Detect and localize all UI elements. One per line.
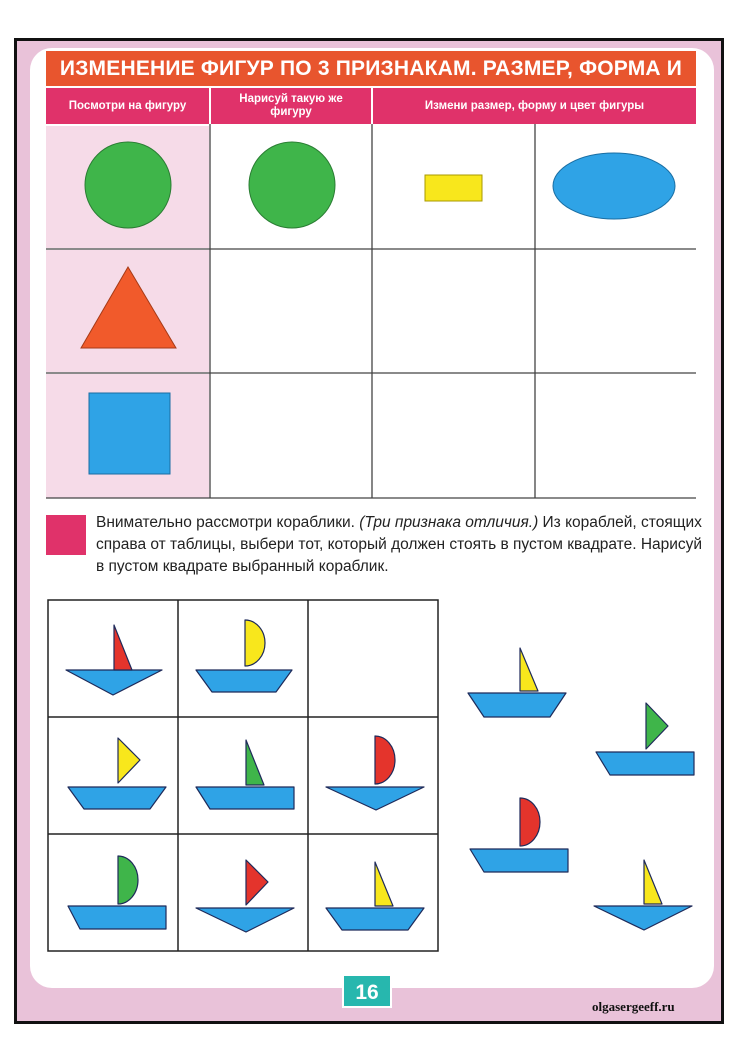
orange-triangle bbox=[81, 267, 176, 348]
option-boat-1 bbox=[468, 648, 566, 717]
boat-r1c2 bbox=[196, 620, 292, 692]
header-change: Измени размер, форму и цвет фигуры bbox=[373, 88, 696, 124]
option-boat-2 bbox=[596, 703, 694, 775]
boat-r1c1 bbox=[66, 625, 162, 695]
boat-r2c1 bbox=[68, 738, 166, 809]
boat-r3c3 bbox=[326, 862, 424, 930]
page-number: 16 bbox=[342, 974, 392, 1008]
boat-r2c3 bbox=[326, 736, 424, 810]
page-title: ИЗМЕНЕНИЕ ФИГУР ПО 3 ПРИЗНАКАМ. РАЗМЕР, ФОРМА И bbox=[46, 51, 696, 86]
site-watermark: olgasergeeff.ru bbox=[592, 999, 675, 1014]
option-boat-4 bbox=[594, 860, 692, 930]
green-circle-sample bbox=[85, 142, 171, 228]
boat-r3c2 bbox=[196, 860, 294, 932]
header-draw: Нарисуй такую же фигуру bbox=[211, 88, 371, 124]
task-marker bbox=[46, 515, 86, 555]
blue-square bbox=[89, 393, 170, 474]
yellow-rectangle bbox=[425, 175, 482, 201]
boat-r2c2 bbox=[196, 740, 294, 809]
task-instruction: Внимательно рассмотри кораблики. (Три признака отличия.) Из кораблей, стоящих справа от таблицы, выбери тот, который должен стоять в пустом квадрате. Нарисуй в пустом квадрате выбранный кораблик. bbox=[96, 514, 703, 575]
boat-r3c1 bbox=[68, 856, 166, 929]
green-circle-copy bbox=[249, 142, 335, 228]
header-look: Посмотри на фигуру bbox=[46, 88, 209, 124]
option-boat-3 bbox=[470, 798, 568, 872]
blue-ellipse bbox=[553, 153, 675, 219]
